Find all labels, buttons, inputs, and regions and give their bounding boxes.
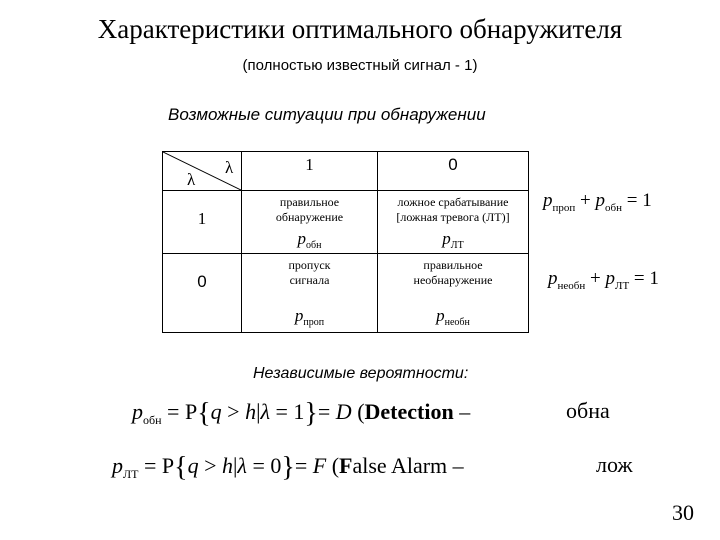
cell-text: ложное срабатывание [ложная тревога (ЛТ)]	[396, 195, 510, 224]
cell-miss	[242, 254, 378, 333]
sum-equation-detection: $p_{проп} + p_{обн} = 1$	[543, 190, 652, 214]
cell-probability: $p_{ЛТ}$	[442, 229, 464, 251]
slide-title: Характеристики оптимального обнаружителя	[97, 14, 623, 44]
corner-label-top: λ	[225, 158, 234, 177]
formula-detection: $p_{обн} = P\{q > h|\lambda = 1\}= D$ (Detection –	[132, 398, 471, 429]
formula-false-alarm-trail: лож	[596, 452, 633, 477]
slide-subtitle: (полностью известный сигнал - 1)	[242, 57, 478, 74]
cell-text: пропуск сигнала	[288, 258, 331, 287]
cell-probability: $p_{обн}$	[297, 229, 322, 251]
row-header-1: 1	[163, 191, 242, 254]
sum-equation-rejection: $p_{необн} + p_{ЛТ} = 1$	[548, 268, 659, 292]
cell-false-alarm	[378, 191, 529, 254]
cell-probability: $p_{необн}$	[436, 306, 470, 328]
formula-false-alarm: $p_{ЛТ} = P\{q > h|\lambda = 0\}= F$ (False Alarm –	[112, 452, 464, 483]
independent-heading: Независимые вероятности:	[253, 365, 469, 382]
page-number: 30	[672, 500, 694, 525]
col-header-0: 0	[378, 152, 529, 191]
corner-cell	[163, 152, 242, 191]
formula-detection-trail: обна	[566, 398, 610, 423]
cell-probability: $p_{проп}$	[294, 306, 325, 328]
section-heading: Возможные ситуации при обнаружении	[168, 105, 486, 124]
detection-table	[162, 151, 529, 333]
col-header-1: 1	[242, 152, 378, 191]
cell-text: правильное обнаружение	[275, 195, 344, 224]
cell-correct-rejection	[378, 254, 529, 333]
corner-label-bottom: λ	[187, 170, 196, 189]
row-header-0: 0	[163, 254, 242, 333]
cell-correct-detection	[242, 191, 378, 254]
cell-text: правильное необнаружение	[413, 258, 493, 287]
